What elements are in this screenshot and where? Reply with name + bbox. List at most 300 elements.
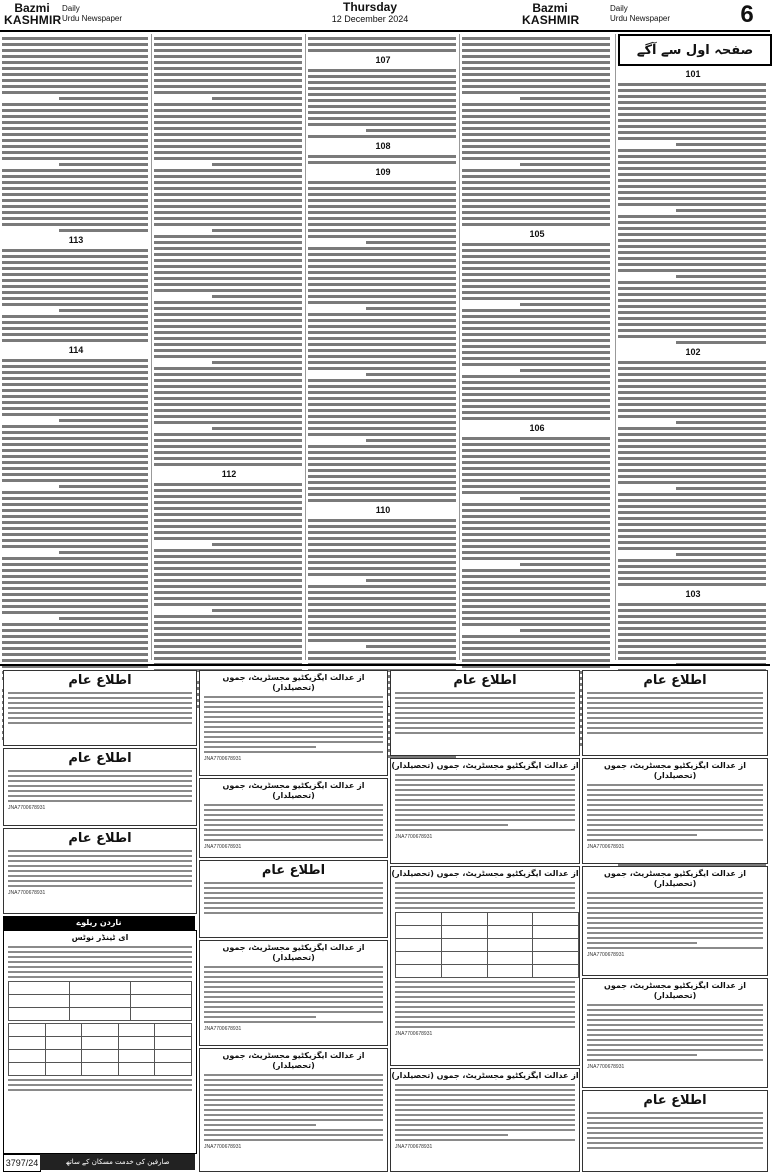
notice-code: JNA7700678931 [8, 890, 46, 896]
article-text-line [618, 263, 766, 266]
article-text-line [462, 85, 610, 88]
article-text-line [2, 175, 148, 178]
article-text-line [618, 107, 766, 110]
notice-text-line [8, 951, 192, 953]
article-text-line [618, 251, 766, 254]
article-text-line [308, 561, 456, 564]
article-text-line [308, 573, 456, 576]
article-text-line [308, 487, 456, 490]
article-text-line [154, 79, 302, 82]
notice-text-line [204, 814, 383, 816]
article-text-line [618, 191, 766, 194]
notice-text-line [587, 922, 763, 924]
article-text-line [154, 307, 302, 310]
article-text-line [2, 267, 148, 270]
article-text-line [462, 641, 610, 644]
article-text-line [154, 301, 302, 304]
article-text-line [308, 433, 456, 436]
article-text-line [154, 445, 302, 448]
notice-text-line [204, 902, 383, 904]
article-text-line [308, 75, 456, 78]
article-text-line [154, 657, 302, 660]
article-text-line [462, 417, 610, 420]
article-text-line [308, 277, 456, 280]
article-column-2 [462, 34, 612, 660]
article-text-line [308, 295, 456, 298]
notice-text-line [204, 991, 383, 993]
notice-text-line [395, 907, 575, 909]
notice-text-line [204, 711, 383, 713]
article-text-line [2, 467, 148, 470]
article-text-line [154, 253, 302, 256]
article-text-line [308, 271, 456, 274]
article-text-line [154, 49, 302, 52]
article-text-line [2, 491, 148, 494]
article-text-line [2, 659, 148, 662]
article-column-1 [618, 66, 768, 660]
article-text-line [154, 603, 302, 606]
article-text-line [2, 377, 148, 380]
article-text-line [618, 547, 766, 550]
article-text-line [154, 421, 302, 424]
article-text-line [618, 463, 766, 466]
article-text-line [462, 327, 610, 330]
notice-text-line [204, 1006, 383, 1008]
article-text-line [2, 653, 148, 656]
court-notice-title: از عدالت ایگزیکٹیو مجسٹریٹ، جموں (تحصیلدار) [222, 781, 365, 800]
notice-text-line [587, 1117, 763, 1119]
notice-text-line [8, 707, 192, 709]
article-text-line [462, 467, 610, 470]
article-text-line [618, 457, 766, 460]
article-text-line [2, 533, 148, 536]
article-text-line [2, 641, 148, 644]
notice-text-line [204, 1109, 383, 1111]
article-text-line [2, 371, 148, 374]
article-text-line [462, 449, 610, 452]
article-text-line [462, 109, 610, 112]
article-text-line [308, 123, 456, 126]
article-text-line [212, 295, 302, 298]
article-text-line [618, 409, 766, 412]
notice-text-line [204, 1119, 383, 1121]
article-text-line [2, 455, 148, 458]
article-text-line [618, 89, 766, 92]
article-text-line [2, 133, 148, 136]
notice-text-line [204, 986, 383, 988]
article-text-line [154, 169, 302, 172]
article-number: 103 [685, 589, 701, 599]
notice-title: اطلاع عام [68, 673, 132, 688]
article-text-line [154, 585, 302, 588]
notice-text-line [395, 902, 575, 904]
article-text-line [2, 365, 148, 368]
article-text-line [618, 609, 766, 612]
article-text-line [2, 43, 148, 46]
notice-text-line [395, 1001, 575, 1003]
notice-text-line [395, 1021, 575, 1023]
notice-text-line [587, 1054, 697, 1056]
article-text-line [462, 527, 610, 530]
article-text-line [462, 187, 610, 190]
article-text-line [618, 95, 766, 98]
notice-text-line [204, 1001, 383, 1003]
article-text-line [154, 337, 302, 340]
article-text-line [618, 493, 766, 496]
notice-text-line [204, 1079, 383, 1081]
article-text-line [154, 519, 302, 522]
notice-text-line [587, 722, 763, 724]
article-text-line [59, 309, 148, 312]
article-text-line [618, 603, 766, 606]
article-text-line [2, 569, 148, 572]
article-text-line [462, 375, 610, 378]
article-text-line [154, 633, 302, 636]
article-text-line [462, 139, 610, 142]
article-text-line [2, 181, 148, 184]
article-text-line [154, 211, 302, 214]
notice-text-line [587, 819, 763, 821]
article-text-line [462, 339, 610, 342]
notice-code: JNA7700678931 [395, 1031, 433, 1037]
article-text-line [154, 433, 302, 436]
notice-text-line [395, 1006, 575, 1008]
article-text-line [308, 283, 456, 286]
article-text-line [2, 193, 148, 196]
article-text-line [154, 409, 302, 412]
notice-text-line [204, 976, 383, 978]
article-text-line [2, 315, 148, 318]
article-text-line [308, 117, 456, 120]
notice-text-line [395, 991, 575, 993]
notice-text-line [8, 875, 192, 877]
article-text-line [618, 185, 766, 188]
article-text-line [2, 425, 148, 428]
notice-text-line [204, 966, 383, 968]
notice-text-line [8, 785, 192, 787]
article-text-line [154, 289, 302, 292]
article-text-line [2, 169, 148, 172]
article-text-line [462, 103, 610, 106]
notice-text-line [8, 800, 192, 802]
article-text-line [462, 249, 610, 252]
article-text-line [462, 255, 610, 258]
notice-code: JNA7700678931 [587, 952, 625, 958]
notice-code: JNA7700678931 [204, 1026, 242, 1032]
court-notice-title: از عدالت ایگزیکٹیو مجسٹریٹ، جموں (تحصیلدار) [222, 943, 365, 962]
article-text-line [618, 615, 766, 618]
article-text-line [308, 597, 456, 600]
notice-text-line [8, 775, 192, 777]
article-text-line [618, 439, 766, 442]
notice-text-line [587, 902, 763, 904]
article-text-line [618, 155, 766, 158]
article-text-line [462, 151, 610, 154]
notice-text-line [8, 692, 192, 694]
article-text-line [462, 521, 610, 524]
court-notice-title: از عدالت ایگزیکٹیو مجسٹریٹ، جموں (تحصیلدار) [391, 761, 579, 770]
article-text-line [212, 163, 302, 166]
article-text-line [462, 351, 610, 354]
issue-day: Thursday [342, 0, 397, 14]
article-text-line [154, 109, 302, 112]
notice-text-line [587, 927, 763, 929]
railway-subtitle: ای ٹینڈر نوٹس [71, 933, 129, 942]
article-text-line [2, 255, 148, 258]
article-text-line [154, 597, 302, 600]
article-text-line [154, 157, 302, 160]
article-text-line [2, 521, 148, 524]
notice-text-line [587, 937, 763, 939]
notice-text-line [204, 1016, 316, 1018]
article-text-line [2, 395, 148, 398]
article-text-line [154, 121, 302, 124]
article-text-line [2, 303, 148, 306]
article-text-line [618, 403, 766, 406]
article-text-line [308, 349, 456, 352]
article-text-line [154, 247, 302, 250]
article-text-line [366, 439, 456, 442]
article-number: 109 [375, 167, 391, 177]
notice-title: اطلاع عام [453, 673, 517, 688]
notice-text-line [587, 897, 763, 899]
article-text-line [462, 363, 610, 366]
article-text-line [2, 563, 148, 566]
issue-date [300, 1, 440, 25]
article-text-line [308, 639, 456, 642]
article-text-line [462, 205, 610, 208]
article-text-line [462, 539, 610, 542]
article-text-line [618, 433, 766, 436]
article-text-line [462, 333, 610, 336]
article-text-line [618, 299, 766, 302]
article-text-line [2, 67, 148, 70]
article-text-line [462, 285, 610, 288]
article-text-line [154, 415, 302, 418]
notice-text-line [587, 732, 763, 734]
notice-text-line [395, 794, 575, 796]
article-text-line [154, 223, 302, 226]
issue-date-text: 12 December 2024 [331, 14, 409, 24]
article-text-line [462, 551, 610, 554]
article-text-line [462, 581, 610, 584]
article-text-line [308, 531, 456, 534]
page-header [0, 0, 770, 32]
article-text-line [154, 639, 302, 642]
article-text-line [308, 361, 456, 364]
article-column-5 [2, 34, 150, 660]
court-notice-title: از عدالت ایگزیکٹیو مجسٹریٹ، جموں (تحصیلدار) [604, 869, 746, 888]
article-text-line [2, 623, 148, 626]
article-text-line [462, 133, 610, 136]
article-text-line [2, 431, 148, 434]
article-text-line [462, 127, 610, 130]
article-text-line [154, 127, 302, 130]
notice-text-line [8, 717, 192, 719]
notice-text-line [587, 1059, 763, 1061]
notice-text-line [8, 795, 192, 797]
article-number: 106 [529, 423, 545, 433]
article-text-line [618, 481, 766, 484]
article-text-line [154, 501, 302, 504]
notice-text-line [395, 1129, 575, 1131]
article-text-line [462, 199, 610, 202]
notice-text-line [587, 1049, 763, 1051]
article-text-line [154, 73, 302, 76]
article-text-line [618, 627, 766, 630]
public-notice [390, 670, 580, 756]
article-number: 102 [685, 347, 701, 357]
article-number: 101 [685, 69, 701, 79]
article-text-line [2, 539, 148, 542]
article-text-line [462, 473, 610, 476]
article-text-line [462, 67, 610, 70]
notice-text-line [204, 741, 383, 743]
notice-title: اطلاع عام [68, 751, 132, 766]
article-text-line [2, 527, 148, 530]
article-text-line [308, 367, 456, 370]
article-text-line [154, 567, 302, 570]
column-rule [615, 34, 616, 660]
notice-text-line [8, 712, 192, 714]
article-text-line [676, 553, 766, 556]
notice-text-line [587, 1004, 763, 1006]
notice-title: اطلاع عام [261, 863, 326, 878]
daily-label-left [62, 4, 122, 24]
article-text-line [212, 361, 302, 364]
article-text-line [2, 109, 148, 112]
notice-text-line [204, 701, 383, 703]
notice-text-line [8, 865, 192, 867]
article-text-line [308, 451, 456, 454]
article-text-line [308, 379, 456, 382]
article-text-line [676, 421, 766, 424]
notice-text-line [587, 1014, 763, 1016]
notice-text-line [8, 1079, 192, 1081]
page-number: 6 [740, 1, 754, 28]
article-text-line [2, 273, 148, 276]
notice-text-line [204, 1011, 383, 1013]
article-text-line [2, 443, 148, 446]
article-text-line [520, 563, 610, 566]
notice-text-line [395, 829, 575, 831]
article-text-line [618, 203, 766, 206]
article-text-line [462, 479, 610, 482]
notice-text-line [587, 707, 763, 709]
notice-text-line [395, 692, 575, 694]
column-rule [305, 34, 306, 660]
notice-title: اطلاع عام [68, 831, 132, 846]
notice-text-line [204, 1094, 383, 1096]
article-text-line [462, 181, 610, 184]
article-text-line [308, 585, 456, 588]
article-text-line [618, 317, 766, 320]
article-text-line [154, 451, 302, 454]
article-text-line [462, 321, 610, 324]
notice-text-line [204, 1021, 383, 1023]
article-text-line [618, 293, 766, 296]
notice-text-line [8, 870, 192, 872]
article-text-line [2, 291, 148, 294]
article-text-line [618, 523, 766, 526]
article-text-line [308, 259, 456, 262]
article-text-line [2, 389, 148, 392]
article-text-line [618, 475, 766, 478]
article-text-line [308, 403, 456, 406]
daily-left-line2: Urdu Newspaper [62, 14, 123, 23]
notice-text-line [395, 707, 575, 709]
notice-text-line [587, 727, 763, 729]
notice-text-line [8, 770, 192, 772]
article-text-line [2, 211, 148, 214]
notice-text-line [204, 1124, 316, 1126]
article-text-line [618, 535, 766, 538]
article-text-line [2, 103, 148, 106]
public-notice [3, 748, 197, 826]
notice-text-line [587, 947, 763, 949]
article-text-line [2, 509, 148, 512]
article-text-line [2, 279, 148, 282]
article-text-line [308, 633, 456, 636]
article-text-line [2, 605, 148, 608]
notice-text-line [587, 1132, 763, 1134]
article-text-line [154, 513, 302, 516]
article-text-line [308, 415, 456, 418]
article-text-line [462, 261, 610, 264]
article-text-line [618, 651, 766, 654]
notice-text-line [8, 956, 192, 958]
continued-heading: صفحہ اول سے آگے [636, 42, 754, 58]
notice-text-line [8, 855, 192, 857]
notice-text-line [8, 966, 192, 968]
reference-number: 3797/24 [3, 1154, 41, 1172]
article-text-line [308, 155, 456, 158]
article-text-line [154, 355, 302, 358]
notice-text-line [587, 1127, 763, 1129]
article-text-line [462, 357, 610, 360]
notice-text-line [204, 892, 383, 894]
article-number: 113 [68, 235, 84, 245]
article-text-line [462, 211, 610, 214]
article-text-line [462, 279, 610, 282]
article-text-line [462, 193, 610, 196]
article-text-line [154, 483, 302, 486]
notice-text-line [395, 717, 575, 719]
article-text-line [154, 343, 302, 346]
notice-text-line [8, 885, 192, 887]
court-notice [582, 866, 768, 976]
article-text-line [154, 103, 302, 106]
article-text-line [308, 445, 456, 448]
article-text-line [2, 49, 148, 52]
article-text-line [308, 409, 456, 412]
article-text-line [618, 541, 766, 544]
notice-code: JNA7700678931 [204, 844, 242, 850]
public-notice [3, 670, 197, 746]
article-text-line [618, 197, 766, 200]
article-text-line [154, 193, 302, 196]
notice-text-line [204, 819, 383, 821]
article-text-line [618, 571, 766, 574]
notice-text-line [587, 1039, 763, 1041]
public-notice [582, 1090, 768, 1172]
article-text-line [462, 593, 610, 596]
article-text-line [154, 349, 302, 352]
article-text-line [618, 633, 766, 636]
notice-text-line [587, 829, 763, 831]
article-text-line [462, 491, 610, 494]
article-text-line [2, 261, 148, 264]
